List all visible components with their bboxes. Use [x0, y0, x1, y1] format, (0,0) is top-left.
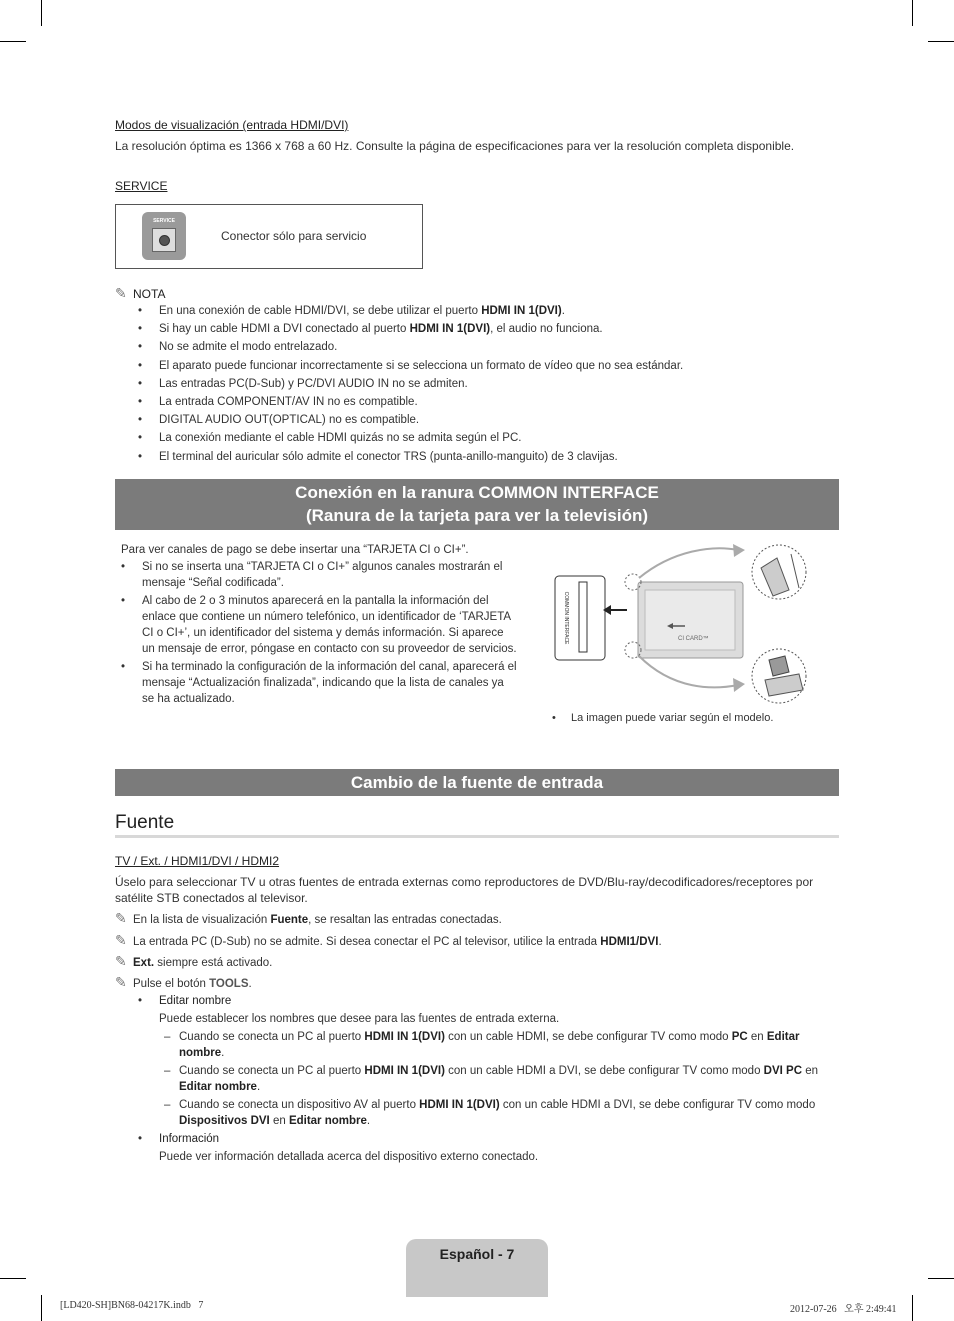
- ci-image-note: La imagen puede variar según el modelo.: [571, 712, 774, 724]
- nota-title-row: [115, 285, 165, 302]
- note-pencil-icon: ✎: [115, 953, 127, 969]
- editar-dash-1: Cuando se conecta un PC al puerto HDMI IN 1(DVI) con un cable HDMI, se debe configurar TV como modo PC en Editar nombre.: [179, 1031, 800, 1059]
- page-number-tab: [406, 1239, 548, 1297]
- fuente-note-3: ✎ Ext. siempre está activado.: [115, 953, 273, 969]
- service-port-icon: [142, 212, 186, 260]
- footer-date: 2012-07-26 오후 2:49:41: [790, 1304, 897, 1315]
- note-pencil-icon: ✎: [115, 910, 127, 926]
- nota-item: • No se admite el modo entrelazado.: [138, 341, 338, 354]
- info-bullet: •: [138, 1133, 143, 1145]
- nota-item: • DIGITAL AUDIO OUT(OPTICAL) no es compatible.: [138, 414, 420, 427]
- crop-mark: [0, 1278, 26, 1279]
- crop-mark: [0, 41, 26, 42]
- fuente-text: Úselo para seleccionar TV u otras fuentes de entrada externas como reproductores de DVD/Blu-ray/decodificadores/receptores por satélite STB conectados al televisor.: [115, 875, 814, 905]
- service-caption: Conector sólo para servicio: [221, 229, 367, 243]
- common-interface-title-line2: (Ranura de la tarjeta para ver la televisión): [305, 506, 649, 525]
- nota-title: NOTA: [133, 287, 166, 301]
- nota-item: • El aparato puede funcionar incorrectamente si se selecciona un formato de vídeo que no sea estándar.: [138, 359, 684, 372]
- service-box: [115, 204, 423, 269]
- note-pencil-icon: ✎: [115, 285, 127, 301]
- service-heading: SERVICE: [115, 179, 168, 193]
- crop-mark: [41, 1295, 42, 1321]
- editar-dash-3: Cuando se conecta un dispositivo AV al puerto HDMI IN 1(DVI) con un cable HDMI a DVI, se debe configurar TV como modo Dispositivos DVI en Editar nombre.: [179, 1099, 816, 1127]
- nota-item: • La entrada COMPONENT/AV IN no es compatible.: [138, 395, 418, 408]
- cambio-title: Cambio de la fuente de entrada: [115, 769, 839, 796]
- crop-mark: [928, 41, 954, 42]
- nota-item: • En una conexión de cable HDMI/DVI, se debe utilizar el puerto HDMI IN 1(DVI).: [138, 305, 565, 317]
- page-number: Español - 7: [439, 1246, 515, 1262]
- fuente-note-2: ✎ La entrada PC (D-Sub) no se admite. Si desea conectar el PC al televisor, utilice la entrada HDMI1/DVI.: [115, 932, 662, 948]
- ci-card-illustration: [553, 540, 813, 710]
- modos-heading: Modos de visualización (entrada HDMI/DVI): [115, 118, 349, 132]
- fuente-subheading: TV / Ext. / HDMI1/DVI / HDMI2: [115, 854, 280, 868]
- crop-mark: [928, 1278, 954, 1279]
- common-interface-title-line1: Conexión en la ranura COMMON INTERFACE: [295, 483, 659, 502]
- service-port-label: SERVICE: [153, 218, 175, 224]
- info-text: Puede ver información detallada acerca del dispositivo externo conectado.: [159, 1151, 539, 1163]
- ci-bullet-item: • Al cabo de 2 o 3 minutos aparecerá en la pantalla la información del enlace que contiene un número telefónico, un identificador de ‘TARJETA CI o CI+’, un identificador del sistema y demás información. Si aparece un mensaje de error, póngase en contacto con su proveedor de servicios.: [121, 595, 517, 655]
- nota-item: • Las entradas PC(D-Sub) y PC/DVI AUDIO IN no se admiten.: [138, 377, 468, 390]
- editar-text: Puede establecer los nombres que desee para las fuentes de entrada externa.: [159, 1013, 560, 1025]
- fuente-title: Fuente: [115, 812, 175, 833]
- arrow-icon: [603, 605, 627, 615]
- nota-item: • La conexión mediante el cable HDMI quizás no se admita según el PC.: [138, 432, 522, 445]
- nota-item: • El terminal del auricular sólo admite el conector TRS (punta-anillo-manguito) de 3 clavijas.: [138, 450, 618, 463]
- ci-intro: Para ver canales de pago se debe insertar una “TARJETA CI o CI+”.: [121, 544, 469, 556]
- fuente-title-rule: [115, 835, 839, 838]
- note-pencil-icon: ✎: [115, 932, 127, 948]
- modos-text: La resolución óptima es 1366 x 768 a 60 Hz. Consulte la página de especificaciones para ver la resolución completa disponible.: [115, 139, 795, 153]
- fuente-note-1: ✎ En la lista de visualización Fuente, se resaltan las entradas conectadas.: [115, 910, 502, 926]
- ci-bullet-item: • Si ha terminado la configuración de la información del canal, aparecerá el mensaje “Actualización finalizada”, indicando que la lista de canales ya se ha actualizado.: [121, 661, 517, 705]
- tv-slot-panel: [555, 576, 605, 660]
- ci-card-label: CI CARD™: [678, 636, 709, 642]
- editar-dash-2: Cuando se conecta un PC al puerto HDMI IN 1(DVI) con un cable HDMI a DVI, se debe configurar TV como modo DVI PC en Editar nombre.: [179, 1065, 818, 1093]
- ci-card: [638, 582, 743, 658]
- crop-mark: [912, 1295, 913, 1321]
- ci-list: [121, 559, 517, 709]
- crop-mark: [41, 0, 42, 26]
- editar-bullet: •: [138, 995, 143, 1007]
- ci-bullet-item: • Si no se inserta una “TARJETA CI o CI+” algunos canales mostrarán el mensaje “Señal codificada”.: [121, 561, 503, 589]
- nota-list: [138, 303, 839, 467]
- info-title: Información: [159, 1133, 220, 1145]
- note-pencil-icon: ✎: [115, 974, 127, 990]
- footer-file: [LD420-SH]BN68-04217K.indb 7: [60, 1300, 204, 1311]
- fuente-note-4: ✎ Pulse el botón TOOLS.: [115, 974, 252, 990]
- common-interface-title: [115, 479, 839, 530]
- slot-label: COMMON INTERFACE: [563, 591, 569, 645]
- nota-item: • Si hay un cable HDMI a DVI conectado al puerto HDMI IN 1(DVI), el audio no funciona.: [138, 323, 603, 336]
- crop-mark: [912, 0, 913, 26]
- editar-title: Editar nombre: [159, 995, 232, 1007]
